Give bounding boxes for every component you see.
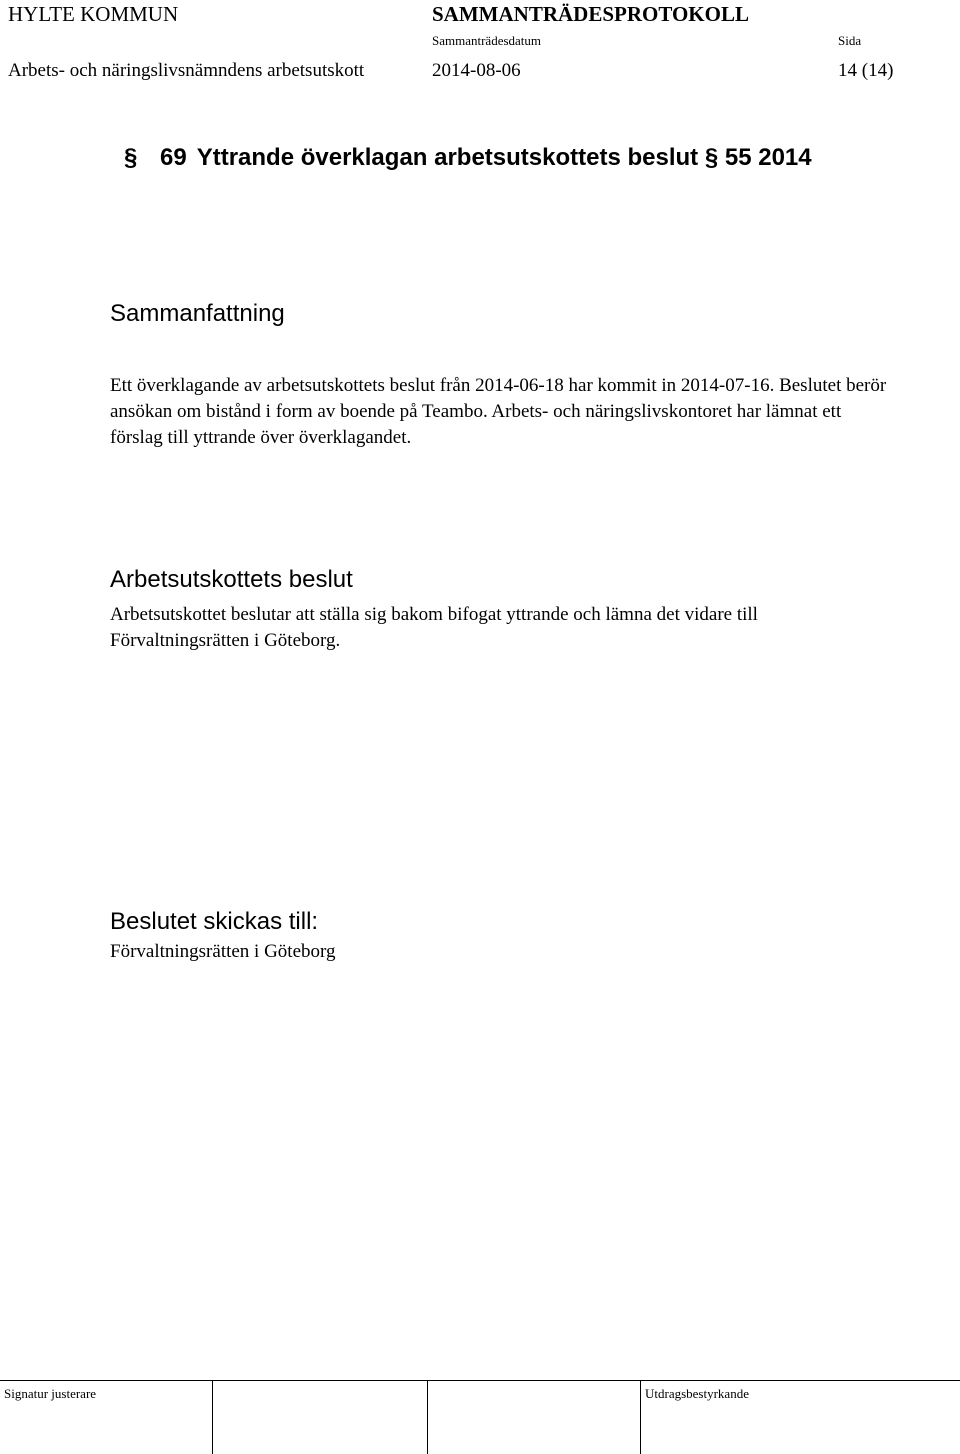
meeting-date: 2014-08-06 [432,60,521,81]
organization-name: HYLTE KOMMUN [8,2,179,26]
footer-divider [0,1380,960,1381]
date-label: Sammanträdesdatum [432,33,542,48]
recipients-text: Förvaltningsrätten i Göteborg [110,941,336,962]
footer-column-divider [212,1380,213,1454]
decision-heading: Arbetsutskottets beslut [110,566,353,593]
paragraph-number: 69 [160,144,187,171]
page-number: 14 (14) [838,60,894,81]
section-symbol: § [124,144,138,171]
signature-label: Signatur justerare [4,1386,97,1401]
paragraph-heading [124,144,812,172]
footer-column-divider [427,1380,428,1454]
footer-column-divider [640,1380,641,1454]
page-label: Sida [838,33,862,48]
summary-heading: Sammanfattning [110,300,285,327]
paragraph-title: Yttrande överklagan arbetsutskottets beslut § 55 2014 [196,144,812,171]
summary-text: Ett överklagande av arbetsutskottets beslut från 2014-06-18 har kommit in 2014-07-16. Beslutet berör ansökan om bistånd i form av boende på Teambo. Arbets- och näringslivskontoret har lämnat ett förslag till yttrande över överklagandet. [110,375,887,448]
recipients-heading: Beslutet skickas till: [110,908,319,935]
extract-label: Utdragsbestyrkande [645,1386,749,1401]
committee-name: Arbets- och näringslivsnämndens arbetsutskott [8,60,365,81]
decision-text: Arbetsutskottet beslutar att ställa sig bakom bifogat yttrande och lämna det vidare till Förvaltningsrätten i Göteborg. [110,604,758,651]
document-type: SAMMANTRÄDESPROTOKOLL [432,2,749,26]
